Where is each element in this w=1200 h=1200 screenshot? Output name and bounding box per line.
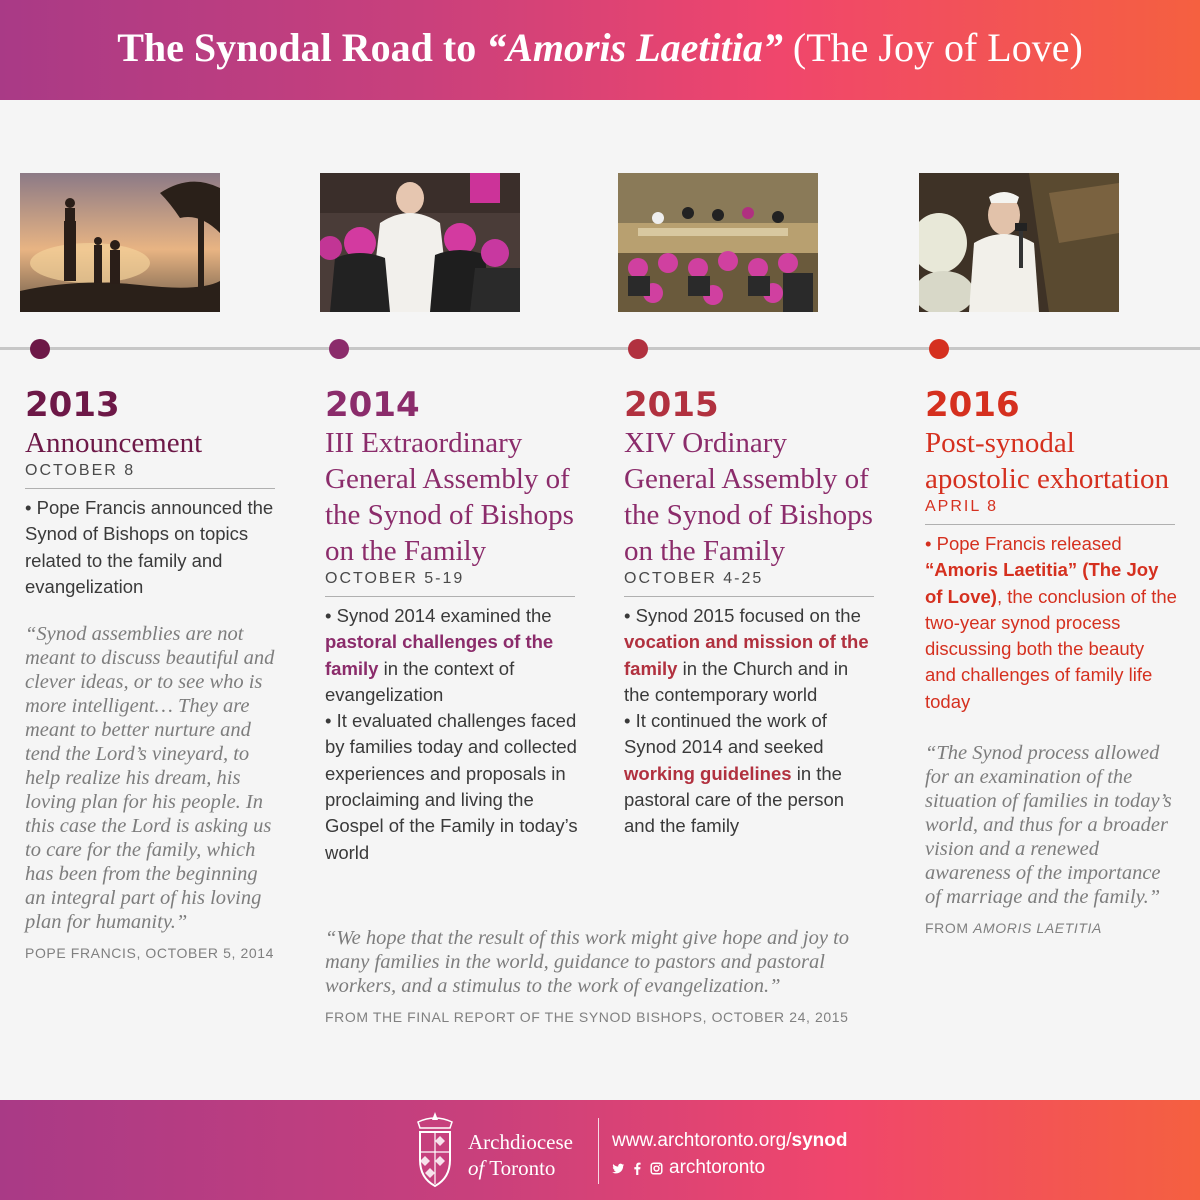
middle-quote-block <box>325 926 885 1026</box>
org-name-line1: Archdiocese <box>468 1130 573 1154</box>
facebook-icon[interactable] <box>631 1162 644 1175</box>
social-handle[interactable]: archtoronto <box>669 1157 766 1178</box>
footer-divider <box>598 1118 599 1184</box>
timeline-dot-2016 <box>929 339 949 359</box>
divider-2013 <box>25 488 275 489</box>
column-2016 <box>925 385 1180 937</box>
event-title-2014: III Extraordinary General Assembly of the Synod of Bishops on the Family <box>325 427 574 567</box>
event-body-2013 <box>25 495 280 600</box>
quote-attribution-2016: FROM AMORIS LAETITIA <box>925 920 1102 937</box>
event-title-2015: XIV Ordinary General Assembly of the Synod of Bishops on the Family <box>624 427 873 567</box>
event-body-2014 <box>325 603 580 866</box>
bullet-2016: • Pope Francis released “Amoris Laetitia” (The Joy of Love), the conclusion of the two-year synod process discussing both the beauty and challenges of family life today <box>925 533 1177 712</box>
highlight-2015-1: vocation and mission of the family <box>624 631 869 679</box>
column-2015 <box>624 385 879 840</box>
timeline-dot-2013 <box>30 339 50 359</box>
divider-2016 <box>925 524 1175 525</box>
photo-family-silhouette <box>20 173 220 312</box>
photo-synod-assembly <box>618 173 818 312</box>
quote-2013: “Synod assemblies are not meant to discuss beautiful and clever ideas, or to see who is more intelligent… They are meant to better nurture and tend the Lord’s vineyard, to help realize his dream, his loving plan for his people. In this case the Lord is asking us to care for the family, which has been from the beginning an integral part of his loving plan for humanity.” <box>25 623 275 934</box>
highlight-2015-2: working guidelines <box>624 762 792 784</box>
footer-banner <box>0 1100 1200 1200</box>
year-2015: 2015 <box>624 385 719 425</box>
middle-quote-attribution: FROM THE FINAL REPORT OF THE SYNOD BISHOPS, OCTOBER 24, 2015 <box>325 1009 849 1025</box>
timeline-line <box>0 347 1200 350</box>
highlight-2016: “Amoris Laetitia” (The Joy of Love) <box>925 559 1159 607</box>
bullet-2015-2: • It continued the work of Synod 2014 and seeked working guidelines in the pastoral care of the person and the family <box>624 710 845 837</box>
year-2014: 2014 <box>325 385 420 425</box>
column-2013 <box>25 385 280 962</box>
twitter-icon[interactable] <box>612 1162 625 1175</box>
title-part-2: “Amoris Laetitia” <box>486 25 783 70</box>
photo-pope-speaking <box>919 173 1119 312</box>
social-handles <box>612 1157 765 1179</box>
title-part-3: (The Joy of Love) <box>782 25 1083 70</box>
event-date-2014: OCTOBER 5-19 <box>325 570 465 587</box>
event-body-2016 <box>925 531 1180 715</box>
header-banner <box>0 0 1200 100</box>
timeline-dot-2015 <box>628 339 648 359</box>
instagram-icon[interactable] <box>650 1162 663 1175</box>
timeline-dot-2014 <box>329 339 349 359</box>
bullet-2013: • Pope Francis announced the Synod of Bishops on topics related to the family and evangelization <box>25 497 274 597</box>
photo-pope-with-bishops <box>320 173 520 312</box>
event-date-2016: APRIL 8 <box>925 498 998 515</box>
middle-quote: “We hope that the result of this work might give hope and joy to many families in the world, guidance to pastors and pastoral workers, and a stimulus to the work of evangelization.” <box>325 927 850 997</box>
bullet-2015-1: • Synod 2015 focused on the vocation and mission of the family in the Church and in the contemporary world <box>624 605 869 705</box>
bullet-2014-2: • It evaluated challenges faced by families today and collected experiences and proposals in proclaiming and living the Gospel of the Family in today’s world <box>325 710 578 863</box>
highlight-2014: pastoral challenges of the family <box>325 631 554 679</box>
crest-logo <box>410 1108 460 1192</box>
event-body-2015 <box>624 603 879 840</box>
website-link[interactable]: www.archtoronto.org/synod <box>612 1130 848 1151</box>
title-part-1: The Synodal Road to <box>117 25 487 70</box>
quote-2016: “The Synod process allowed for an examination of the situation of families in today’s world, and thus for a broader vision and a renewed awareness of the importance of marriage and the family.” <box>925 742 1172 909</box>
event-title-2013: Announcement <box>25 427 203 459</box>
event-title-2016: Post-synodal apostolic exhortation <box>925 427 1170 495</box>
column-2014 <box>325 385 580 866</box>
year-2016: 2016 <box>925 385 1020 425</box>
org-name-line2: of Toronto <box>468 1156 556 1180</box>
event-date-2013: OCTOBER 8 <box>25 462 136 479</box>
event-date-2015: OCTOBER 4-25 <box>624 570 764 587</box>
divider-2015 <box>624 596 874 597</box>
divider-2014 <box>325 596 575 597</box>
bullet-2014-1: • Synod 2014 examined the pastoral challenges of the family in the context of evangelization <box>325 605 554 705</box>
quote-attribution-2013: POPE FRANCIS, OCTOBER 5, 2014 <box>25 945 274 962</box>
year-2013: 2013 <box>25 385 120 425</box>
page-title <box>0 24 1200 71</box>
